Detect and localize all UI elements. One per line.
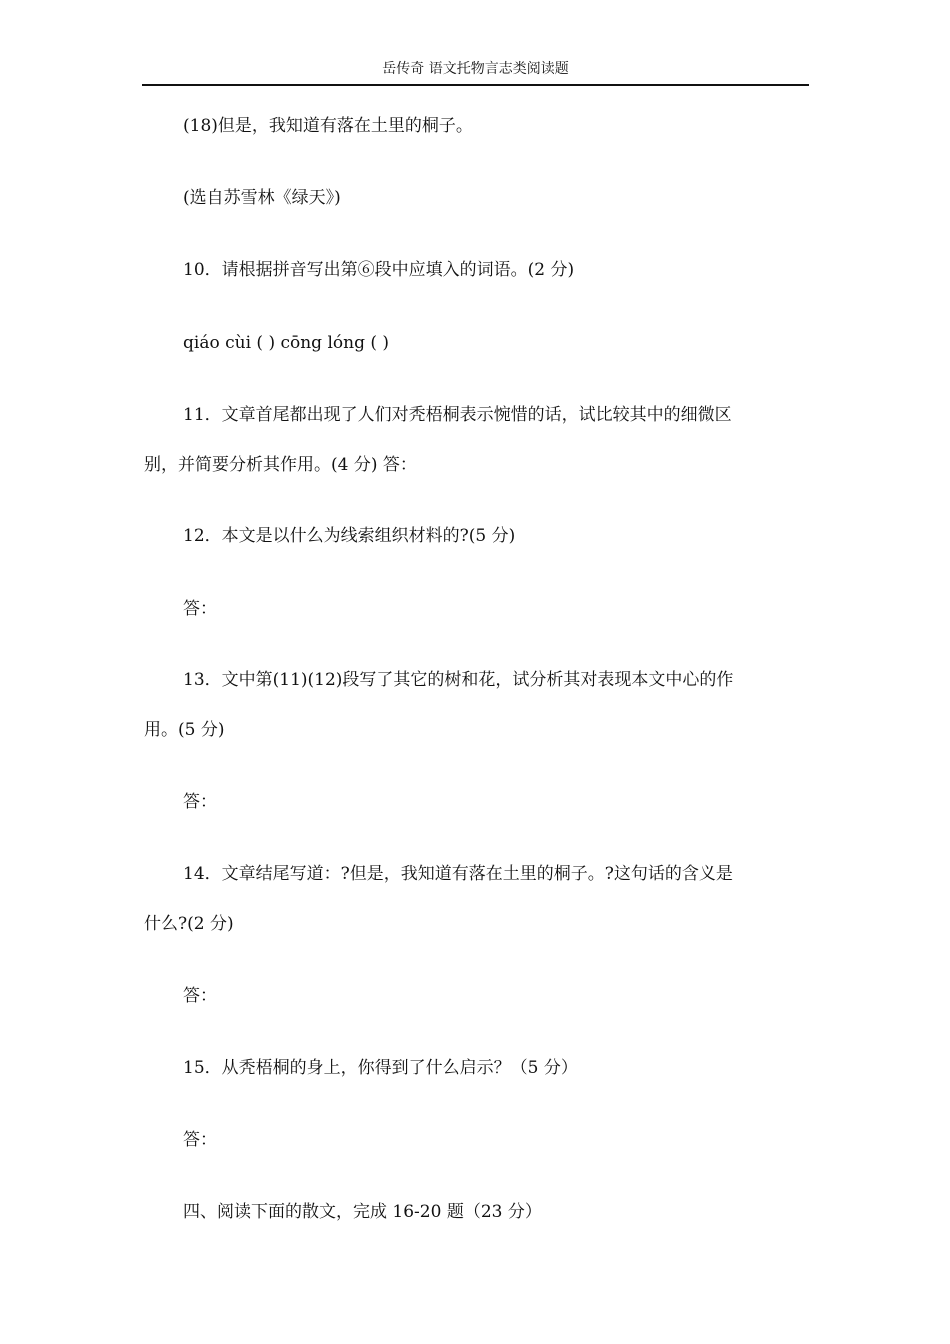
pinyin-line: qiáo cùi ( ) cōng lóng ( ) [183, 333, 390, 353]
section-4-heading: 四、阅读下面的散文，完成 16-20 题（23 分） [183, 1202, 542, 1222]
page-header [142, 58, 809, 86]
question-11-line-1: 11．文章首尾都出现了人们对秃梧桐表示惋惜的话，试比较其中的细微区 [183, 405, 732, 425]
question-15: 15．从秃梧桐的身上，你得到了什么启示？（5 分） [183, 1058, 578, 1078]
paragraph-18: (18)但是，我知道有落在土里的桐子。 [183, 116, 473, 136]
question-13-line-2: 用。(5 分) [144, 720, 225, 740]
question-10: 10．请根据拼音写出第⑥段中应填入的词语。(2 分) [183, 260, 575, 280]
question-14-line-2: 什么?(2 分) [144, 914, 234, 934]
question-13-line-1: 13．文中第(11)(12)段写了其它的树和花，试分析其对表现本文中心的作 [183, 670, 734, 690]
answer-15: 答： [183, 1130, 217, 1150]
question-14-line-1: 14．文章结尾写道：?但是，我知道有落在土里的桐子。?这句话的含义是 [183, 864, 733, 884]
answer-13: 答： [183, 792, 217, 812]
answer-14: 答： [183, 986, 217, 1006]
question-12: 12．本文是以什么为线索组织材料的?(5 分) [183, 526, 516, 546]
header-title: 岳传奇 语文托物言志类阅读题 [382, 61, 569, 77]
answer-12: 答： [183, 599, 217, 619]
question-11-line-2: 别，并简要分析其作用。(4 分) 答： [144, 455, 417, 475]
source-citation: (选自苏雪林《绿天》) [183, 188, 341, 208]
